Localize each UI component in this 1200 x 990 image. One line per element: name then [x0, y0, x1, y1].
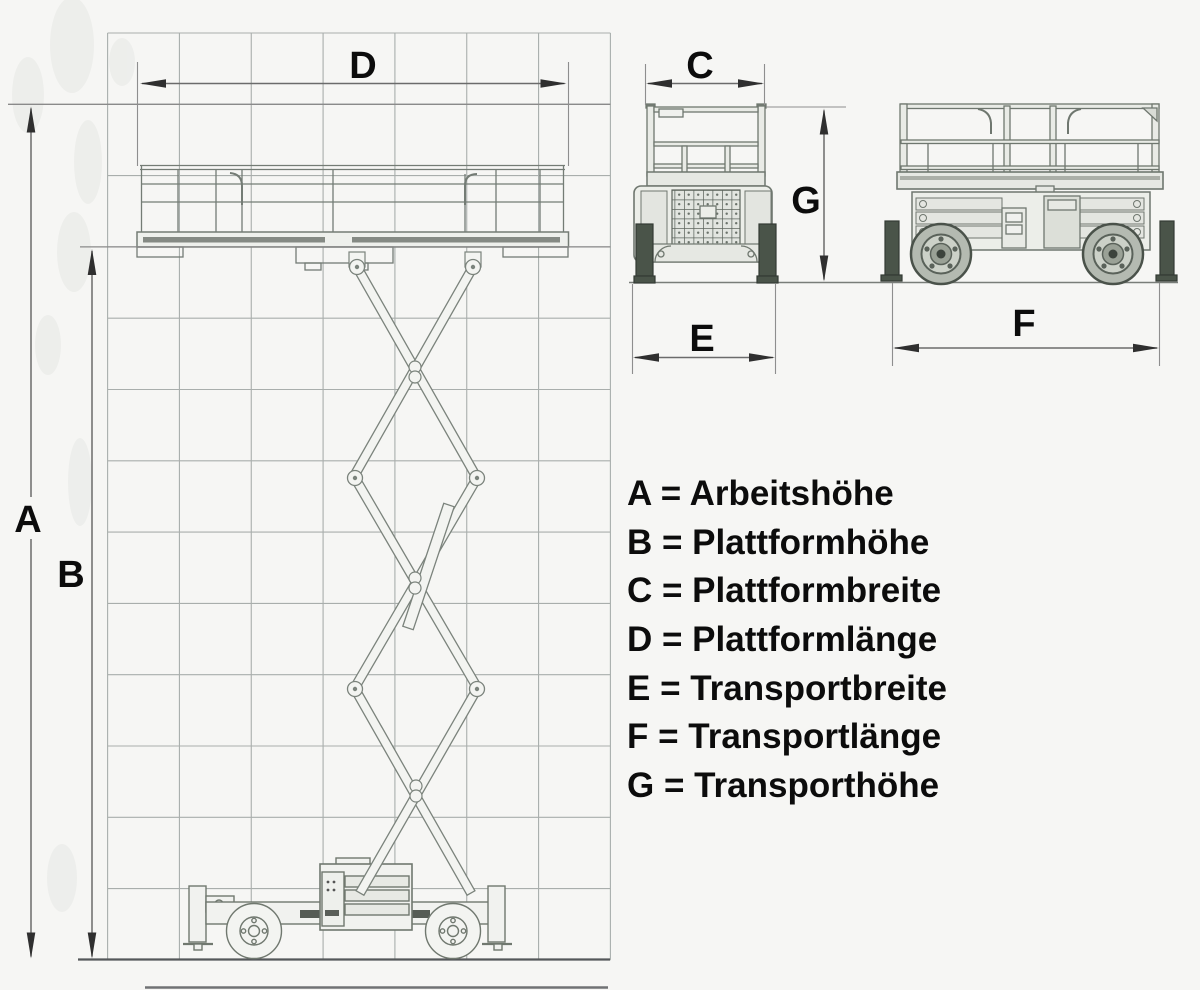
dimension-label-f: F	[1012, 303, 1036, 345]
legend-row-e: E = Transportbreite	[627, 669, 947, 708]
dimension-label-b: B	[57, 554, 85, 596]
main-wheel-right	[426, 904, 481, 959]
engine-box	[320, 858, 412, 930]
main-wheel-left	[227, 904, 282, 959]
legend-row-g: G = Transporthöhe	[627, 766, 940, 805]
side-wheel-left	[911, 224, 971, 284]
legend-row-b: B = Plattformhöhe	[627, 523, 930, 562]
dimension-label-c: C	[686, 45, 714, 87]
legend-row-c: C = Plattformbreite	[627, 571, 942, 610]
side-wheel-right	[1083, 224, 1143, 284]
legend-row-f: F = Transportlänge	[627, 717, 942, 756]
dimension-label-e: E	[689, 318, 715, 360]
legend-row-a: A = Arbeitshöhe	[627, 474, 894, 513]
dimension-label-g: G	[791, 180, 821, 222]
legend-row-d: D = Plattformlänge	[627, 620, 938, 659]
legend	[627, 474, 947, 805]
dimension-label-a: A	[14, 499, 42, 541]
dimension-label-d: D	[349, 45, 377, 87]
